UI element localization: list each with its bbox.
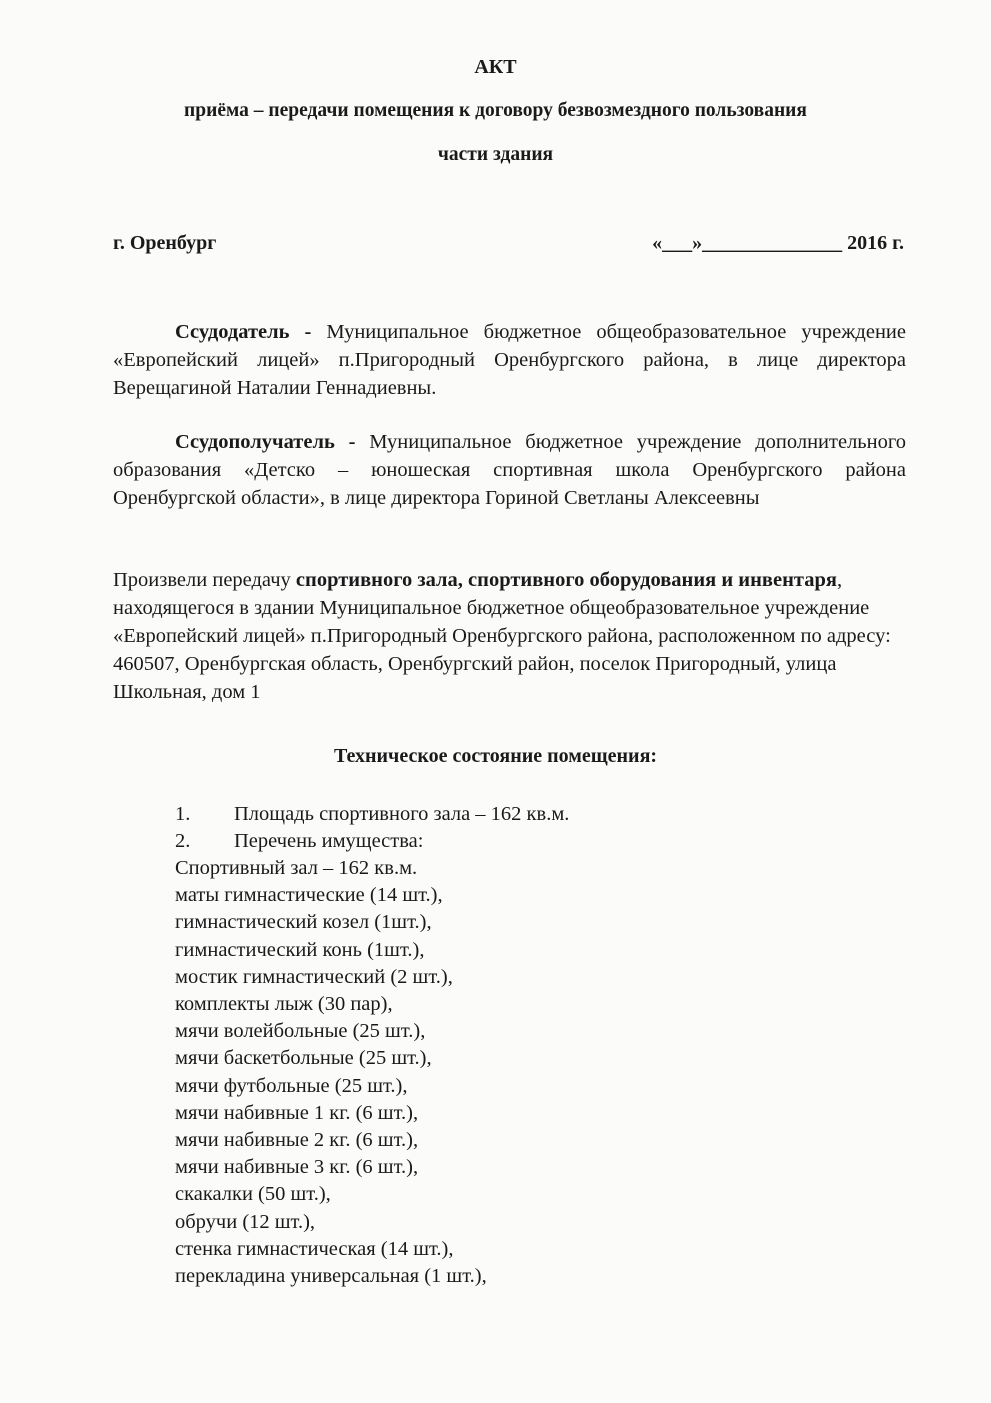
list-item: гимнастический козел (1шт.), — [175, 911, 432, 934]
point-text: Площадь спортивного зала – 162 кв.м. — [234, 803, 570, 825]
list-item: мячи набивные 3 кг. (6 шт.), — [175, 1156, 419, 1179]
list-item: маты гимнастические (14 шт.), — [175, 884, 443, 907]
list-item: мячи волейбольные (25 шт.), — [175, 1020, 426, 1043]
list-item: мячи набивные 1 кг. (6 шт.), — [175, 1101, 419, 1124]
list-item: обручи (12 шт.), — [175, 1210, 316, 1233]
borrower-label: Ссудополучатель - — [175, 431, 356, 453]
lender-text: Муниципальное бюджетное общеобразовательное учреждение «Европейский лицей» п.Пригородный Оренбургского района, в лице директора Верещагиной Наталии Геннадиевны. — [113, 321, 906, 399]
list-item: мячи набивные 2 кг. (6 шт.), — [175, 1129, 419, 1152]
list-item: скакалки (50 шт.), — [175, 1183, 331, 1206]
document-subtitle-line2: части здания — [437, 144, 554, 165]
point-row — [175, 801, 569, 828]
list-item: мячи баскетбольные (25 шт.), — [175, 1047, 432, 1070]
list-item: мячи футбольные (25 шт.), — [175, 1074, 408, 1097]
property-list — [175, 855, 487, 1290]
borrower-paragraph — [113, 428, 906, 512]
lender-paragraph — [113, 318, 906, 402]
lender-label: Ссудодатель - — [175, 321, 312, 343]
transfer-text-end: , находящегося в здании Муниципальное бюджетное общеобразовательное учреждение «Европейский лицей» п.Пригородный Оренбургского района, расположенном по адресу: 460507, Оренбургская область, Оренбургский район, поселок Пригородный, улица Школьная, дом 1 — [113, 569, 891, 703]
document-subtitle-line1: приёма – передачи помещения к договору безвозмездного пользования — [184, 100, 807, 121]
point-row — [175, 828, 569, 855]
transfer-text-start: Произвели передачу — [113, 569, 296, 591]
document-title: АКТ — [474, 56, 517, 78]
list-item: мостик гимнастический (2 шт.), — [175, 965, 453, 988]
list-item: комплекты лыж (30 пар), — [175, 993, 393, 1016]
transfer-paragraph — [113, 566, 906, 706]
borrower-text: Муниципальное бюджетное учреждение дополнительного образования «Детско – юношеская спортивная школа Оренбургского района Оренбургской области», в лице директора Гориной Светланы Алексеевны — [113, 431, 907, 509]
numbered-points — [175, 801, 569, 855]
list-item: перекладина универсальная (1 шт.), — [175, 1265, 487, 1288]
list-item: стенка гимнастическая (14 шт.), — [175, 1237, 454, 1260]
point-text: Перечень имущества: — [234, 830, 424, 852]
transfer-bold-part: спортивного зала, спортивного оборудования и инвентаря — [295, 569, 837, 591]
date-field: «___»______________ 2016 г. — [652, 232, 904, 254]
list-item: гимнастический конь (1шт.), — [175, 938, 425, 961]
point-number: 2. — [175, 830, 191, 852]
point-number: 1. — [175, 803, 191, 825]
technical-heading: Техническое состояние помещения: — [333, 745, 658, 767]
list-item: Спортивный зал – 162 кв.м. — [175, 857, 418, 879]
city: г. Оренбург — [113, 232, 217, 254]
